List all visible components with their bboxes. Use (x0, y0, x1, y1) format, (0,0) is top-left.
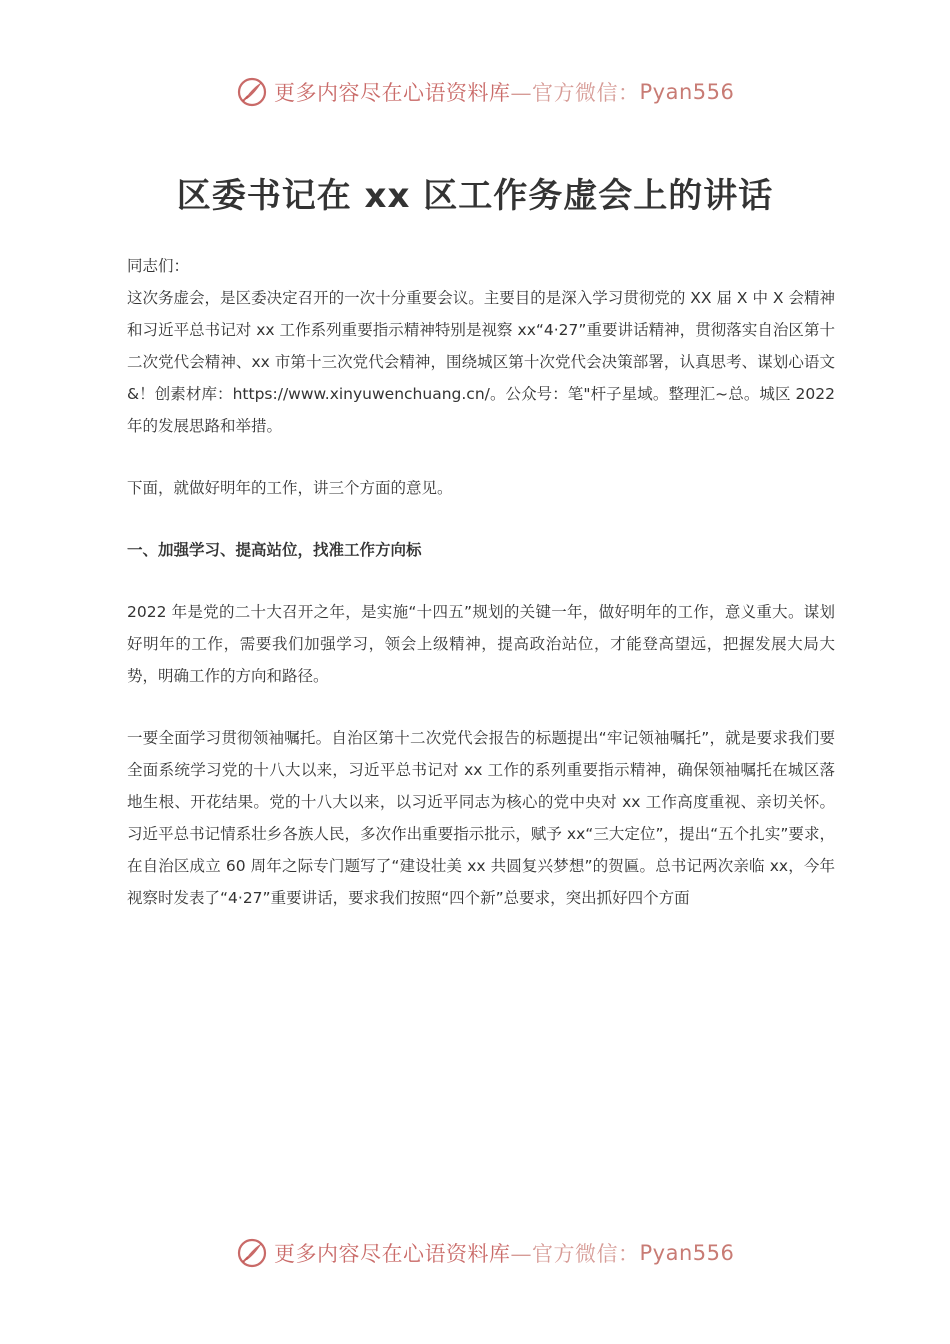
quill-logo-icon (236, 76, 268, 108)
paragraph-outline: 下面，就做好明年的工作，讲三个方面的意见。 (127, 479, 453, 497)
footer-watermark (236, 1233, 756, 1273)
watermark-wechat-id: Pyan556 (639, 80, 735, 104)
paragraph-intro: 这次务虚会，是区委决定召开的一次十分重要会议。主要目的是深入学习贯彻党的 XX 届 X 中 X 会精神和习近平总书记对 xx 工作系列重要指示精神特别是视察 xx“4·27”重要讲话精神，贯彻落实自治区第十二次党代会精神、xx 市第十三次党代会精神，围绕城区第十次党代会决策部署，认真思考、谋划心语文&！创素材库：https://www.xinyuwenchuang.cn/。公众号：笔"杆子星域。整理汇~总。城区 2022 年的发展思路和举措。 (127, 289, 835, 435)
watermark-main-text: 更多内容尽在心语资料库 (274, 1242, 511, 1266)
section-heading: 一、加强学习、提高站位，找准工作方向标 (127, 541, 422, 559)
spacer (127, 692, 835, 722)
salutation: 同志们： (127, 257, 190, 275)
section-paragraph: 2022 年是党的二十大召开之年，是实施“十四五”规划的关键一年，做好明年的工作，意义重大。谋划好明年的工作，需要我们加强学习，领会上级精神，提高政治站位，才能登高望远，把握发展大局大势，明确工作的方向和路径。 (127, 603, 835, 685)
header-watermark (236, 72, 756, 112)
page-title: 区委书记在 xx 区工作务虚会上的讲话 (176, 176, 774, 216)
quill-logo-icon (236, 1237, 268, 1269)
section-paragraph: 一要全面学习贯彻领袖嘱托。自治区第十二次党代会报告的标题提出“牢记领袖嘱托”，就是要求我们要全面系统学习党的十八大以来，习近平总书记对 xx 工作的系列重要指示精神，确保领袖嘱托在城区落地生根、开花结果。党的十八大以来，以习近平同志为核心的党中央对 xx 工作高度重视、亲切关怀。习近平总书记情系壮乡各族人民，多次作出重要指示批示，赋予 xx“三大定位”，提出“五个扎实”要求，在自治区成立 60 周年之际专门题写了“建设壮美 xx 共圆复兴梦想”的贺匾。总书记两次亲临 xx，今年视察时发表了“4·27”重要讲话，要求我们按照“四个新”总要求，突出抓好四个方面 (127, 729, 835, 907)
document-body (127, 250, 835, 914)
spacer (127, 566, 835, 596)
watermark-wechat-id: Pyan556 (639, 1241, 735, 1265)
spacer (127, 504, 835, 534)
watermark-sub-text: —官方微信： (510, 81, 640, 105)
spacer (127, 442, 835, 472)
watermark-main-text: 更多内容尽在心语资料库 (274, 81, 511, 105)
watermark-sub-text: —官方微信： (510, 1242, 640, 1266)
